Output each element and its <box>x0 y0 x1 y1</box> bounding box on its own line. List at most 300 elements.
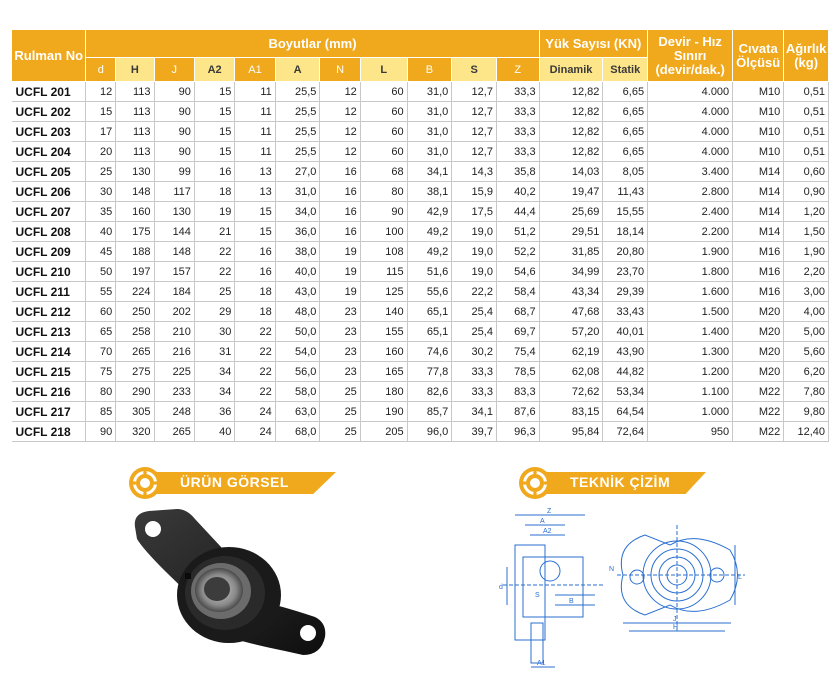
table-row <box>12 122 829 142</box>
table-cell: 54,6 <box>496 262 539 282</box>
table-cell: 19 <box>320 262 360 282</box>
table-cell: 48,0 <box>275 302 320 322</box>
table-cell: 184 <box>154 282 194 302</box>
table-cell: 23,70 <box>603 262 648 282</box>
table-cell: 12,82 <box>539 102 603 122</box>
table-cell: 22 <box>235 362 275 382</box>
table-cell: 22 <box>235 382 275 402</box>
table-cell: 22 <box>194 242 234 262</box>
table-cell: 15 <box>235 222 275 242</box>
table-cell: 205 <box>360 422 407 442</box>
table-cell: 31,0 <box>407 82 452 102</box>
table-cell: 224 <box>116 282 154 302</box>
table-cell: 19,47 <box>539 182 603 202</box>
bearing-name-cell: UCFL 217 <box>12 402 86 422</box>
table-cell: 2.400 <box>648 202 733 222</box>
table-row <box>12 322 829 342</box>
table-cell: 31,0 <box>407 122 452 142</box>
bearing-name-cell: UCFL 207 <box>12 202 86 222</box>
table-cell: 90 <box>154 142 194 162</box>
table-cell: 14,3 <box>452 162 497 182</box>
table-cell: 130 <box>116 162 154 182</box>
table-cell: 34 <box>194 362 234 382</box>
label-z: Z <box>547 508 552 515</box>
dim-col-header: J <box>154 58 194 82</box>
table-cell: 1,90 <box>784 242 829 262</box>
table-cell: M10 <box>733 122 784 142</box>
bearing-name-cell: UCFL 208 <box>12 222 86 242</box>
table-cell: 90 <box>154 102 194 122</box>
table-cell: 6,65 <box>603 142 648 162</box>
label-a1: A1 <box>537 660 546 667</box>
table-cell: 87,6 <box>496 402 539 422</box>
table-cell: 108 <box>360 242 407 262</box>
table-cell: 27,0 <box>275 162 320 182</box>
table-cell: 22,2 <box>452 282 497 302</box>
table-row <box>12 402 829 422</box>
table-cell: 83,3 <box>496 382 539 402</box>
table-cell: 12,82 <box>539 122 603 142</box>
table-cell: 29,39 <box>603 282 648 302</box>
table-cell: 22 <box>235 342 275 362</box>
table-cell: 6,65 <box>603 102 648 122</box>
spec-table <box>11 29 829 442</box>
table-cell: 188 <box>116 242 154 262</box>
table-row <box>12 182 829 202</box>
table-cell: 40,0 <box>275 262 320 282</box>
table-cell: 265 <box>116 342 154 362</box>
table-cell: 25 <box>320 382 360 402</box>
table-cell: 130 <box>154 202 194 222</box>
table-cell: 49,2 <box>407 222 452 242</box>
table-cell: 15 <box>194 102 234 122</box>
table-cell: 75,4 <box>496 342 539 362</box>
table-cell: 12 <box>320 102 360 122</box>
table-cell: M16 <box>733 242 784 262</box>
table-cell: 305 <box>116 402 154 422</box>
col-dimensions-header: Boyutlar (mm) <box>86 30 539 58</box>
table-cell: 1.400 <box>648 322 733 342</box>
bearing-name-cell: UCFL 201 <box>12 82 86 102</box>
table-cell: 65 <box>86 322 116 342</box>
dim-col-header: Z <box>496 58 539 82</box>
table-cell: 6,65 <box>603 122 648 142</box>
table-cell: 80 <box>360 182 407 202</box>
table-cell: 180 <box>360 382 407 402</box>
table-cell: 115 <box>360 262 407 282</box>
table-cell: 113 <box>116 142 154 162</box>
table-cell: 31 <box>194 342 234 362</box>
table-cell: 2.800 <box>648 182 733 202</box>
table-cell: 117 <box>154 182 194 202</box>
table-cell: 0,60 <box>784 162 829 182</box>
table-cell: M22 <box>733 382 784 402</box>
table-cell: 1.300 <box>648 342 733 362</box>
table-cell: 144 <box>154 222 194 242</box>
table-cell: 23 <box>320 362 360 382</box>
dim-col-header: B <box>407 58 452 82</box>
table-cell: 55 <box>86 282 116 302</box>
table-cell: 1,20 <box>784 202 829 222</box>
table-cell: 54,0 <box>275 342 320 362</box>
table-cell: 125 <box>360 282 407 302</box>
dim-col-header: d <box>86 58 116 82</box>
table-cell: 258 <box>116 322 154 342</box>
table-cell: M16 <box>733 262 784 282</box>
table-cell: 175 <box>116 222 154 242</box>
table-cell: 78,5 <box>496 362 539 382</box>
table-cell: 320 <box>116 422 154 442</box>
table-cell: 90 <box>86 422 116 442</box>
table-cell: 210 <box>154 322 194 342</box>
table-cell: 33,3 <box>452 382 497 402</box>
table-cell: 29,51 <box>539 222 603 242</box>
label-l: L <box>738 574 742 581</box>
table-cell: 15 <box>235 202 275 222</box>
table-cell: 5,00 <box>784 322 829 342</box>
table-cell: 225 <box>154 362 194 382</box>
table-cell: 0,51 <box>784 142 829 162</box>
table-cell: 11 <box>235 122 275 142</box>
table-cell: 202 <box>154 302 194 322</box>
table-cell: 12,7 <box>452 102 497 122</box>
table-row <box>12 382 829 402</box>
table-cell: 50,0 <box>275 322 320 342</box>
col-speed-header: Devir - Hız Sınırı (devir/dak.) <box>648 30 733 82</box>
table-cell: 30 <box>86 182 116 202</box>
table-row <box>12 342 829 362</box>
table-cell: 4.000 <box>648 142 733 162</box>
table-cell: 83,15 <box>539 402 603 422</box>
dim-col-header: S <box>452 58 497 82</box>
table-cell: 57,20 <box>539 322 603 342</box>
table-row <box>12 262 829 282</box>
table-cell: 25 <box>320 402 360 422</box>
table-cell: 11 <box>235 142 275 162</box>
table-cell: 9,80 <box>784 402 829 422</box>
table-cell: 34,1 <box>407 162 452 182</box>
table-cell: 4.000 <box>648 122 733 142</box>
table-cell: 33,3 <box>496 122 539 142</box>
label-a2: A2 <box>543 528 552 535</box>
table-row <box>12 422 829 442</box>
table-cell: 31,0 <box>407 142 452 162</box>
table-row <box>12 82 829 102</box>
table-cell: 7,80 <box>784 382 829 402</box>
dim-col-header: A <box>275 58 320 82</box>
table-cell: 43,90 <box>603 342 648 362</box>
dim-col-header: A1 <box>235 58 275 82</box>
table-cell: 290 <box>116 382 154 402</box>
table-cell: 85,7 <box>407 402 452 422</box>
table-cell: 113 <box>116 82 154 102</box>
table-cell: 113 <box>116 102 154 122</box>
bearing-name-cell: UCFL 203 <box>12 122 86 142</box>
table-cell: 17,5 <box>452 202 497 222</box>
table-cell: M14 <box>733 182 784 202</box>
table-cell: 60 <box>360 122 407 142</box>
bearing-name-cell: UCFL 206 <box>12 182 86 202</box>
table-cell: 51,2 <box>496 222 539 242</box>
label-n: N <box>609 566 615 573</box>
table-cell: 6,65 <box>603 82 648 102</box>
table-cell: 11 <box>235 102 275 122</box>
bearing-name-cell: UCFL 213 <box>12 322 86 342</box>
table-cell: 24 <box>235 422 275 442</box>
table-cell: 15 <box>194 142 234 162</box>
table-cell: 950 <box>648 422 733 442</box>
table-body <box>12 82 829 442</box>
table-cell: 29 <box>194 302 234 322</box>
header-row-top <box>12 30 829 58</box>
table-cell: 16 <box>320 182 360 202</box>
table-cell: 160 <box>360 342 407 362</box>
dim-col-header: N <box>320 58 360 82</box>
bearing-name-cell: UCFL 205 <box>12 162 86 182</box>
table-cell: 0,51 <box>784 82 829 102</box>
table-cell: 58,0 <box>275 382 320 402</box>
table-cell: 11 <box>235 82 275 102</box>
table-cell: M14 <box>733 202 784 222</box>
table-cell: 90 <box>154 122 194 142</box>
table-cell: 25,5 <box>275 142 320 162</box>
table-cell: 56,0 <box>275 362 320 382</box>
table-cell: M14 <box>733 222 784 242</box>
table-cell: 60 <box>86 302 116 322</box>
table-cell: 5,60 <box>784 342 829 362</box>
table-cell: 18 <box>194 182 234 202</box>
col-bolt-header: Cıvata Ölçüsü <box>733 30 784 82</box>
table-cell: 43,34 <box>539 282 603 302</box>
table-cell: 70 <box>86 342 116 362</box>
table-cell: 16 <box>194 162 234 182</box>
table-cell: 33,43 <box>603 302 648 322</box>
bearing-name-cell: UCFL 209 <box>12 242 86 262</box>
table-cell: 12,7 <box>452 82 497 102</box>
table-cell: 33,3 <box>496 82 539 102</box>
table-cell: 96,0 <box>407 422 452 442</box>
label-a: A <box>540 518 545 525</box>
table-cell: 1.900 <box>648 242 733 262</box>
table-cell: 58,4 <box>496 282 539 302</box>
table-cell: 90 <box>154 82 194 102</box>
load-col-header: Statik <box>603 58 648 82</box>
table-row <box>12 222 829 242</box>
table-cell: M14 <box>733 162 784 182</box>
table-cell: 1.200 <box>648 362 733 382</box>
table-cell: 1.500 <box>648 302 733 322</box>
table-cell: 85 <box>86 402 116 422</box>
table-cell: 19,0 <box>452 262 497 282</box>
table-cell: 22 <box>194 262 234 282</box>
table-cell: 25 <box>194 282 234 302</box>
dim-col-header: L <box>360 58 407 82</box>
table-row <box>12 102 829 122</box>
bearing-name-cell: UCFL 210 <box>12 262 86 282</box>
table-cell: 16 <box>320 222 360 242</box>
table-cell: 55,6 <box>407 282 452 302</box>
table-cell: 140 <box>360 302 407 322</box>
table-cell: 12,7 <box>452 142 497 162</box>
table-cell: 25 <box>86 162 116 182</box>
label-b: B <box>569 598 574 605</box>
table-cell: 51,6 <box>407 262 452 282</box>
table-cell: 20 <box>86 142 116 162</box>
table-cell: 16 <box>235 262 275 282</box>
table-cell: 13 <box>235 162 275 182</box>
table-cell: 34,1 <box>452 402 497 422</box>
table-cell: 15 <box>194 82 234 102</box>
table-cell: 25,4 <box>452 302 497 322</box>
table-cell: 75 <box>86 362 116 382</box>
table-cell: 99 <box>154 162 194 182</box>
table-cell: 18 <box>235 282 275 302</box>
table-cell: 33,3 <box>496 102 539 122</box>
table-cell: 4.000 <box>648 82 733 102</box>
table-cell: 20,80 <box>603 242 648 262</box>
table-cell: 1.100 <box>648 382 733 402</box>
table-cell: 36 <box>194 402 234 422</box>
table-cell: 33,3 <box>452 362 497 382</box>
product-image-title: ÜRÜN GÖRSEL <box>180 474 289 490</box>
table-cell: 96,3 <box>496 422 539 442</box>
table-cell: 216 <box>154 342 194 362</box>
table-cell: 12,40 <box>784 422 829 442</box>
table-cell: 65,1 <box>407 322 452 342</box>
table-cell: 0,90 <box>784 182 829 202</box>
table-cell: 40 <box>194 422 234 442</box>
table-cell: 64,54 <box>603 402 648 422</box>
table-cell: 30 <box>194 322 234 342</box>
table-cell: M10 <box>733 82 784 102</box>
table-cell: M20 <box>733 322 784 342</box>
table-cell: 44,82 <box>603 362 648 382</box>
table-cell: 25 <box>320 422 360 442</box>
table-cell: 25,4 <box>452 322 497 342</box>
table-cell: 53,34 <box>603 382 648 402</box>
table-cell: 25,5 <box>275 102 320 122</box>
table-cell: 250 <box>116 302 154 322</box>
table-cell: 62,08 <box>539 362 603 382</box>
table-cell: 148 <box>116 182 154 202</box>
table-cell: 113 <box>116 122 154 142</box>
label-d: d <box>499 584 503 591</box>
table-cell: 16 <box>235 242 275 262</box>
table-cell: 13 <box>235 182 275 202</box>
table-cell: 16 <box>320 162 360 182</box>
table-cell: 49,2 <box>407 242 452 262</box>
table-cell: 40,01 <box>603 322 648 342</box>
label-j: J <box>673 616 677 623</box>
table-row <box>12 202 829 222</box>
table-cell: 69,7 <box>496 322 539 342</box>
table-cell: 0,51 <box>784 122 829 142</box>
table-cell: 38,0 <box>275 242 320 262</box>
table-cell: 11,43 <box>603 182 648 202</box>
table-cell: 275 <box>116 362 154 382</box>
table-cell: 82,6 <box>407 382 452 402</box>
table-cell: 22 <box>235 322 275 342</box>
table-cell: 31,0 <box>407 102 452 122</box>
table-cell: 33,3 <box>496 142 539 162</box>
table-cell: 3,00 <box>784 282 829 302</box>
table-cell: 38,1 <box>407 182 452 202</box>
table-cell: 31,0 <box>275 182 320 202</box>
table-cell: 1.600 <box>648 282 733 302</box>
table-cell: 63,0 <box>275 402 320 422</box>
bearing-icon <box>518 466 552 500</box>
table-cell: 148 <box>154 242 194 262</box>
table-cell: M22 <box>733 402 784 422</box>
table-row <box>12 302 829 322</box>
table-cell: 65,1 <box>407 302 452 322</box>
bearing-name-cell: UCFL 212 <box>12 302 86 322</box>
table-cell: 80 <box>86 382 116 402</box>
table-cell: 15,55 <box>603 202 648 222</box>
table-cell: 265 <box>154 422 194 442</box>
table-cell: 19,0 <box>452 222 497 242</box>
table-cell: 14,03 <box>539 162 603 182</box>
table-cell: 12,82 <box>539 142 603 162</box>
product-photo <box>125 505 335 665</box>
table-cell: 35,8 <box>496 162 539 182</box>
bearing-name-cell: UCFL 215 <box>12 362 86 382</box>
table-cell: 34,0 <box>275 202 320 222</box>
table-cell: 1.000 <box>648 402 733 422</box>
col-bearing-header: Rulman No <box>12 30 86 82</box>
technical-drawing-title: TEKNİK ÇİZİM <box>570 474 671 490</box>
table-cell: 52,2 <box>496 242 539 262</box>
table-cell: M20 <box>733 362 784 382</box>
table-cell: 50 <box>86 262 116 282</box>
table-cell: 39,7 <box>452 422 497 442</box>
table-cell: 16 <box>320 202 360 222</box>
table-cell: M22 <box>733 422 784 442</box>
table-cell: 47,68 <box>539 302 603 322</box>
table-cell: 233 <box>154 382 194 402</box>
table-cell: 1,50 <box>784 222 829 242</box>
table-cell: 72,62 <box>539 382 603 402</box>
table-cell: 18,14 <box>603 222 648 242</box>
table-cell: 23 <box>320 302 360 322</box>
table-cell: 3.400 <box>648 162 733 182</box>
table-cell: 12 <box>320 122 360 142</box>
table-cell: 12,82 <box>539 82 603 102</box>
table-cell: 68,7 <box>496 302 539 322</box>
table-cell: 17 <box>86 122 116 142</box>
dim-col-header: A2 <box>194 58 234 82</box>
table-cell: 25,5 <box>275 82 320 102</box>
table-cell: 40 <box>86 222 116 242</box>
table-cell: 2.200 <box>648 222 733 242</box>
load-col-header: Dinamik <box>539 58 603 82</box>
table-cell: M16 <box>733 282 784 302</box>
table-cell: 165 <box>360 362 407 382</box>
table-cell: 4,00 <box>784 302 829 322</box>
table-cell: 157 <box>154 262 194 282</box>
bearing-name-cell: UCFL 214 <box>12 342 86 362</box>
table-cell: 42,9 <box>407 202 452 222</box>
table-cell: 60 <box>360 102 407 122</box>
table-cell: M10 <box>733 142 784 162</box>
table-cell: 2,20 <box>784 262 829 282</box>
bearing-name-cell: UCFL 204 <box>12 142 86 162</box>
table-cell: 19 <box>320 282 360 302</box>
table-cell: 15 <box>194 122 234 142</box>
table-cell: 90 <box>360 202 407 222</box>
table-cell: 19,0 <box>452 242 497 262</box>
bearing-name-cell: UCFL 202 <box>12 102 86 122</box>
